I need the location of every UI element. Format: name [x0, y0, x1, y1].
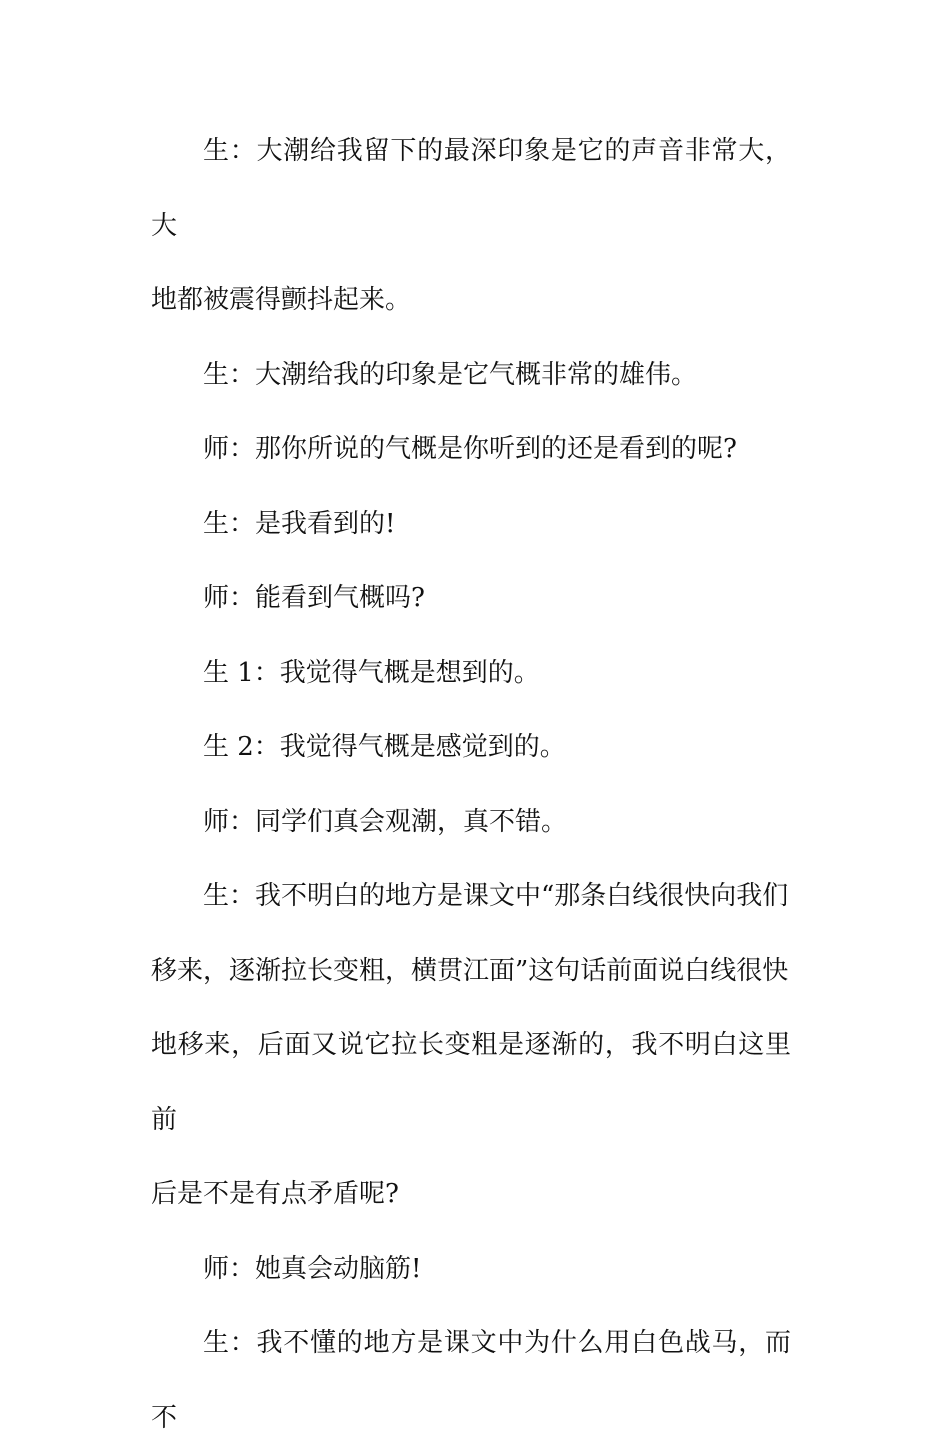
paragraph-line: 师：能看到气概吗?: [203, 583, 425, 613]
document-body: [151, 114, 791, 1455]
paragraph-6: [151, 636, 791, 711]
paragraph-line: 师：那你所说的气概是你听到的还是看到的呢?: [203, 434, 737, 464]
paragraph-line: 生 2：我觉得气概是感觉到的。: [203, 732, 566, 762]
paragraph-2: [151, 338, 791, 413]
paragraph-line: 后是不是有点矛盾呢?: [151, 1179, 399, 1209]
paragraph-10: [151, 1232, 791, 1307]
paragraph-line: 生：大潮给我留下的最深印象是它的声音非常大，大: [151, 136, 791, 241]
paragraph-line: 生 1：我觉得气概是想到的。: [203, 657, 540, 688]
paragraph-5: [151, 561, 791, 636]
paragraph-line: 地都被震得颤抖起来。: [151, 285, 412, 315]
paragraph-8: [151, 785, 791, 860]
paragraph-line: 地移来，后面又说它拉长变粗是逐渐的，我不明白这里前: [151, 1030, 791, 1135]
paragraph-line: 生：大潮给我的印象是它气概非常的雄伟。: [203, 359, 698, 390]
paragraph-line: 生：是我看到的!: [203, 508, 396, 539]
paragraph-9: [151, 859, 791, 1232]
paragraph-11: [151, 1306, 791, 1455]
paragraph-line: 移来，逐渐拉长变粗，横贯江面”这句话前面说白线很快: [151, 955, 789, 986]
paragraph-line: 师：她真会动脑筋!: [203, 1253, 422, 1284]
paragraph-7: [151, 710, 791, 785]
paragraph-line: 生：我不明白的地方是课文中“那条白线很快向我们: [203, 881, 789, 911]
paragraph-3: [151, 412, 791, 487]
paragraph-line: 生：我不懂的地方是课文中为什么用白色战马，而不: [151, 1328, 791, 1433]
paragraph-1: [151, 114, 791, 338]
paragraph-line: 师：同学们真会观潮，真不错。: [203, 806, 568, 837]
paragraph-4: [151, 487, 791, 562]
